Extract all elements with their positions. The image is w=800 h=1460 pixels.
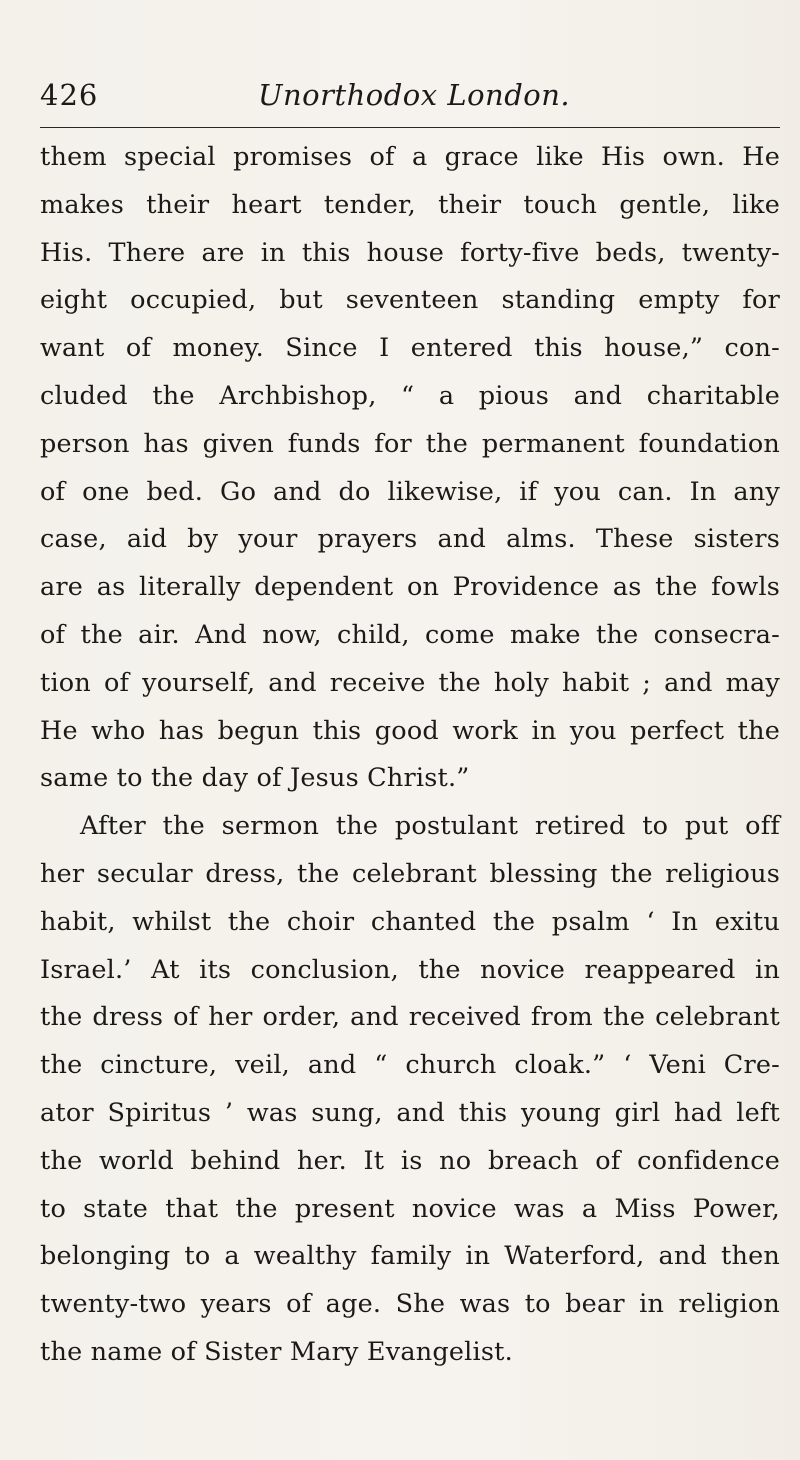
text-line: the cincture, veil, and “ church cloak.” ‘ Veni Cre- [40, 1050, 780, 1081]
text-line: of one bed. Go and do likewise, if you can. In any [40, 476, 780, 507]
text-line: her secular dress, the celebrant blessing the religious [40, 858, 780, 889]
page-number: 426 [40, 78, 99, 112]
text-line: cluded the Archbishop, “ a pious and charitable [40, 380, 780, 411]
text-line: same to the day of Jesus Christ.” [40, 763, 470, 794]
text-line: are as literally dependent on Providence as the fowls [40, 572, 780, 603]
text-line: of the air. And now, child, come make the consecra- [40, 619, 780, 650]
text-line: habit, whilst the choir chanted the psalm ‘ In exitu [40, 906, 780, 937]
text-line: the name of Sister Mary Evangelist. [40, 1336, 513, 1367]
text-line: person has given funds for the permanent foundation [40, 428, 780, 459]
text-line: to state that the present novice was a Miss Power, [40, 1193, 780, 1224]
text-line: the dress of her order, and received from the celebrant [40, 1002, 780, 1033]
text-line: Israel.’ At its conclusion, the novice reappeared in [40, 954, 780, 985]
text-line: case, aid by your prayers and alms. These sisters [40, 524, 780, 555]
header-rule [40, 127, 780, 128]
text-line: tion of yourself, and receive the holy habit ; and may [40, 667, 780, 698]
text-line: the world behind her. It is no breach of confidence [40, 1145, 780, 1176]
text-line: them special promises of a grace like His own. He [40, 142, 780, 172]
text-line: ator Spiritus ’ was sung, and this young girl had left [40, 1097, 780, 1128]
text-line: He who has begun this good work in you perfect the [40, 715, 780, 746]
text-line: twenty-two years of age. She was to bear in religion [40, 1289, 780, 1320]
page-header [40, 78, 780, 128]
text-line: belonging to a wealthy family in Waterford, and then [40, 1241, 780, 1272]
text-line: His. There are in this house forty-five beds, twenty- [40, 237, 780, 268]
body-text [40, 134, 780, 1377]
running-head: Unorthodox London. [258, 78, 571, 112]
text-line: makes their heart tender, their touch gentle, like [40, 189, 780, 220]
text-line: eight occupied, but seventeen standing empty for [40, 285, 780, 316]
text-line: want of money. Since I entered this house,” con- [40, 333, 780, 364]
text-line: After the sermon the postulant retired to put off [80, 811, 780, 842]
